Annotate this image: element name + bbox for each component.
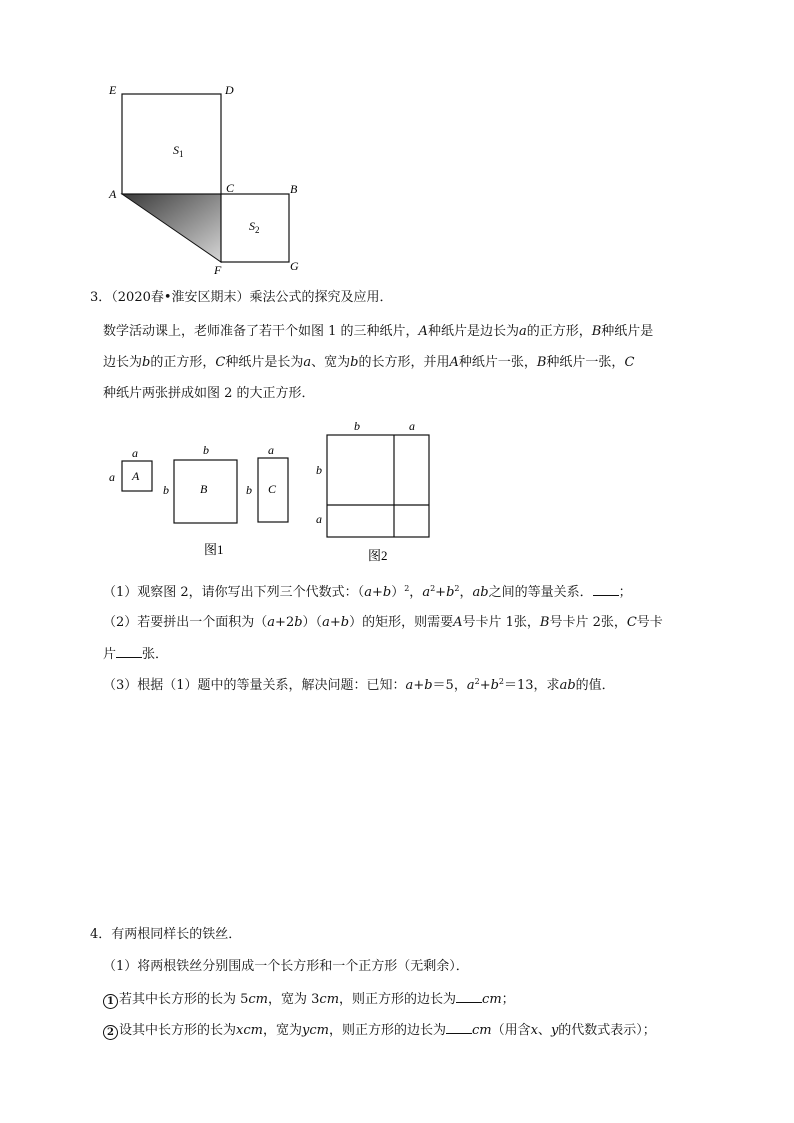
label-s2-sub: 2 bbox=[255, 225, 260, 235]
q3-part2-line2: 片 张． bbox=[103, 647, 169, 662]
q3-part3: （3）根据（1）题中的等量关系，解决问题：已知：a+b＝5，$a^2+b^2=13$，求ab的值． bbox=[103, 677, 615, 693]
label-b: B bbox=[290, 182, 298, 196]
fig2-a-top: a bbox=[409, 419, 415, 433]
fig1-a-top2: a bbox=[268, 443, 274, 457]
q4-sub2: 2 设其中长方形的长为xcm，宽为ycm，则正方形的边长为 cm（用含x、y的代数式表示）； bbox=[103, 1021, 656, 1040]
fig1-label-b: B bbox=[200, 482, 208, 496]
fig2-b-left: b bbox=[316, 463, 322, 477]
label-s2: S bbox=[249, 219, 255, 233]
big-square-outline bbox=[327, 435, 429, 537]
figure-2-big-square bbox=[310, 412, 440, 567]
figure-1-paper-pieces bbox=[100, 440, 300, 565]
shaded-triangle bbox=[122, 194, 221, 262]
fig1-caption: 图1 bbox=[204, 542, 224, 557]
fig2-caption: 图2 bbox=[368, 548, 388, 563]
label-s1: S bbox=[173, 143, 179, 157]
label-c: C bbox=[226, 181, 235, 195]
fig1-b-top: b bbox=[203, 443, 209, 457]
circled-number-1: 1 bbox=[103, 994, 118, 1009]
label-g: G bbox=[290, 259, 299, 273]
fig1-label-c: C bbox=[268, 482, 277, 496]
answer-blank-1 bbox=[593, 583, 619, 596]
fig1-b-left2: b bbox=[246, 483, 252, 497]
label-s1-sub: 1 bbox=[179, 149, 184, 159]
label-e: E bbox=[109, 83, 117, 97]
q4-sub1: 1 若其中长方形的长为 5cm，宽为 3cm，则正方形的边长为 cm； bbox=[103, 990, 515, 1009]
q4-part1: （1）将两根铁丝分别围成一个长方形和一个正方形（无剩余）． bbox=[103, 959, 469, 974]
q3-line1: 数学活动课上，老师准备了若干个如图 1 的三种纸片，A种纸片是边长为a的正方形，B种纸片是 bbox=[103, 324, 654, 339]
q4-header: 4．有两根同样长的铁丝． bbox=[90, 927, 242, 942]
q3-line2: 边长为b的正方形，C种纸片是长为a、宽为b的长方形，并用A种纸片一张，B种纸片一张，C bbox=[103, 355, 635, 370]
q3-part2-line1: （2）若要拼出一个面积为（a+2b）（a+b）的矩形，则需要A号卡片 1张，B号卡片 2张，C号卡 bbox=[103, 615, 663, 630]
fig1-a-top: a bbox=[132, 446, 138, 460]
label-a: A bbox=[109, 187, 117, 201]
fig2-a-left: a bbox=[316, 512, 322, 526]
fig1-b-left: b bbox=[163, 483, 169, 497]
fig1-a-left: a bbox=[109, 470, 115, 484]
svg-text:S2 bbox=[249, 219, 260, 235]
q3-header: 3．（2020春•淮安区期末）乘法公式的探究及应用． bbox=[90, 290, 393, 305]
q3-part1: （1）观察图 2，请你写出下列三个代数式：$(a+b)^2$，$a^2+b^2$，ab之间的等量关系． ； bbox=[103, 584, 632, 600]
circled-number-2: 2 bbox=[103, 1025, 118, 1040]
q3-line3: 种纸片两张拼成如图 2 的大正方形． bbox=[103, 386, 315, 401]
label-f: F bbox=[214, 263, 222, 277]
fig1-label-a: A bbox=[132, 469, 140, 483]
answer-blank-3 bbox=[456, 990, 482, 1003]
answer-blank-4 bbox=[446, 1021, 472, 1034]
label-d: D bbox=[225, 83, 234, 97]
answer-blank-2 bbox=[116, 645, 142, 658]
svg-text:S1 bbox=[173, 143, 184, 159]
fig2-b-top: b bbox=[354, 419, 360, 433]
square-triangle-figure bbox=[100, 78, 320, 278]
square-s1 bbox=[122, 94, 221, 194]
